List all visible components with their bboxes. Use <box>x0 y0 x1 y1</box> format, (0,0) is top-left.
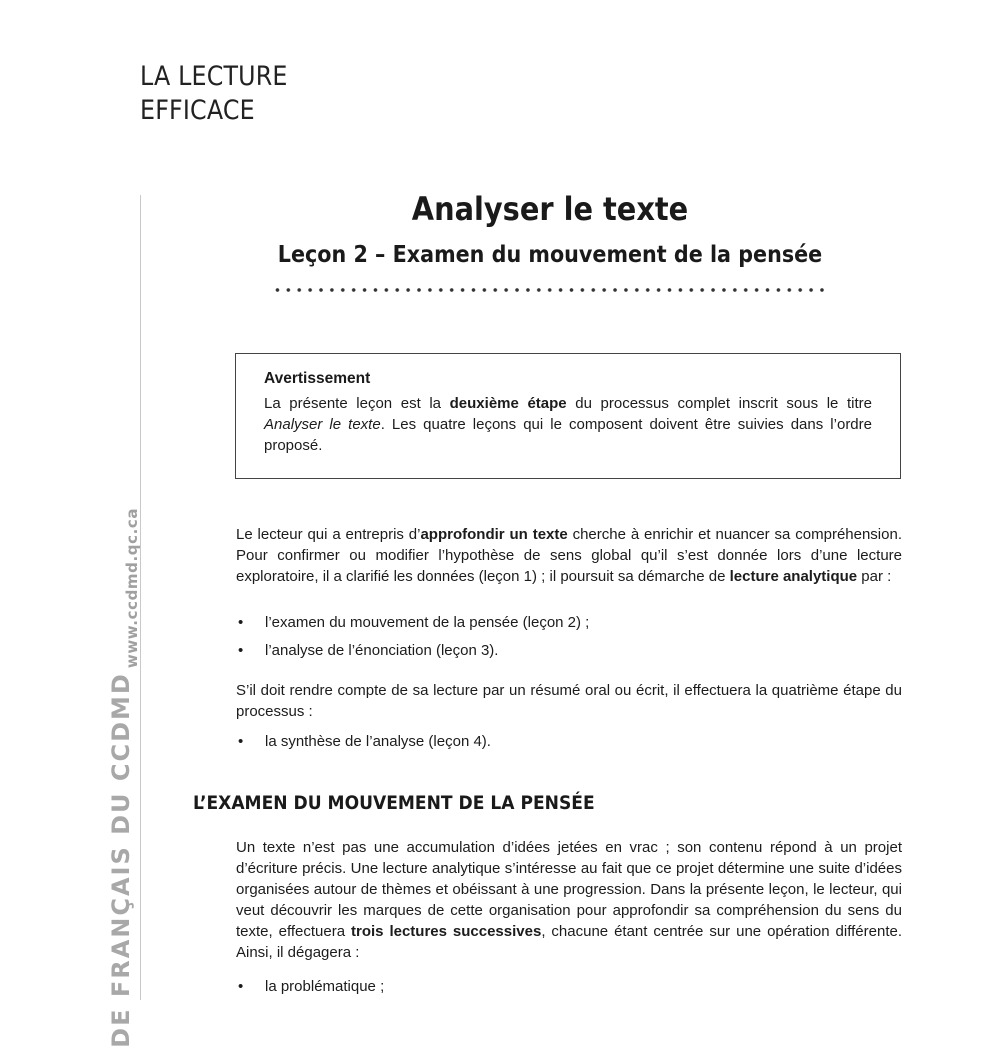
intro-text-part: Le lecteur qui a entrepris d’ <box>236 526 421 543</box>
summary-bullet-list <box>236 731 902 759</box>
section-paragraph <box>236 837 902 963</box>
page-title: Analyser le texte <box>411 190 689 228</box>
warning-text <box>264 393 872 456</box>
warning-text-part: . Les quatre leçons qui le composent doivent être suivies dans l’ordre proposé. <box>264 416 872 454</box>
header-line-2: EFFICACE <box>140 95 255 126</box>
warning-heading: Avertissement <box>264 370 371 387</box>
summary-paragraph: S’il doit rendre compte de sa lecture par un résumé oral ou écrit, il effectuera la quatrième étape du processus : <box>236 682 902 720</box>
warning-box <box>235 353 901 479</box>
intro-paragraph <box>236 524 902 587</box>
dotted-separator <box>272 286 828 294</box>
intro-bullet-list <box>236 612 902 668</box>
header-title <box>140 60 288 128</box>
intro-bold: lecture analytique <box>729 568 858 585</box>
intro-text-part: cherche à enrichir et nuancer sa compréhension. Pour confirmer ou modifier l’hypothèse de sens global qu’il s’est donnée lors d’une lecture exploratoire, il a clarifié les données (leçon 1) ; il poursuit sa démarche de <box>236 526 902 585</box>
warning-text-part: La présente leçon est la <box>264 395 450 412</box>
sidebar-url: www.ccdmd.qc.ca <box>123 507 141 669</box>
list-item: • l’examen du mouvement de la pensée (leçon 2) ; <box>236 612 902 633</box>
section-heading: L’EXAMEN DU MOUVEMENT DE LA PENSÉE <box>193 792 595 814</box>
list-item: • l’analyse de l’énonciation (leçon 3). <box>236 640 902 661</box>
intro-text-part: par : <box>857 568 892 585</box>
intro-bold: approfondir un texte <box>420 526 568 543</box>
section-text-part: Un texte n’est pas une accumulation d’idées jetées en vrac ; son contenu répond à un projet d’écriture précis. Une lecture analytique s’intéresse au fait que ce projet détermine une suite d’idées organisées autour de thèmes et obéissant à une progression. Dans la présente leçon, le lecteur, qui veut découvrir les marques de cette organisation pour approfondir sa compréhension du sens du texte, effectuera <box>236 839 902 940</box>
list-item: • la synthèse de l’analyse (leçon 4). <box>236 731 902 752</box>
section-bold: trois lectures successives <box>351 923 542 940</box>
warning-italic: Analyser le texte <box>264 416 381 433</box>
warning-bold: deuxième étape <box>449 395 567 412</box>
sidebar-brand: DE FRANÇAIS DU CCDMD <box>107 672 135 1048</box>
warning-text-part: du processus complet inscrit sous le titre <box>566 395 872 412</box>
header-line-1: LA LECTURE <box>140 61 288 92</box>
page-subtitle: Leçon 2 – Examen du mouvement de la pensée <box>277 242 823 268</box>
list-item: • la problématique ; <box>236 976 902 997</box>
section-text-part: , chacune étant centrée sur une opération différente. Ainsi, il dégagera : <box>236 923 902 961</box>
